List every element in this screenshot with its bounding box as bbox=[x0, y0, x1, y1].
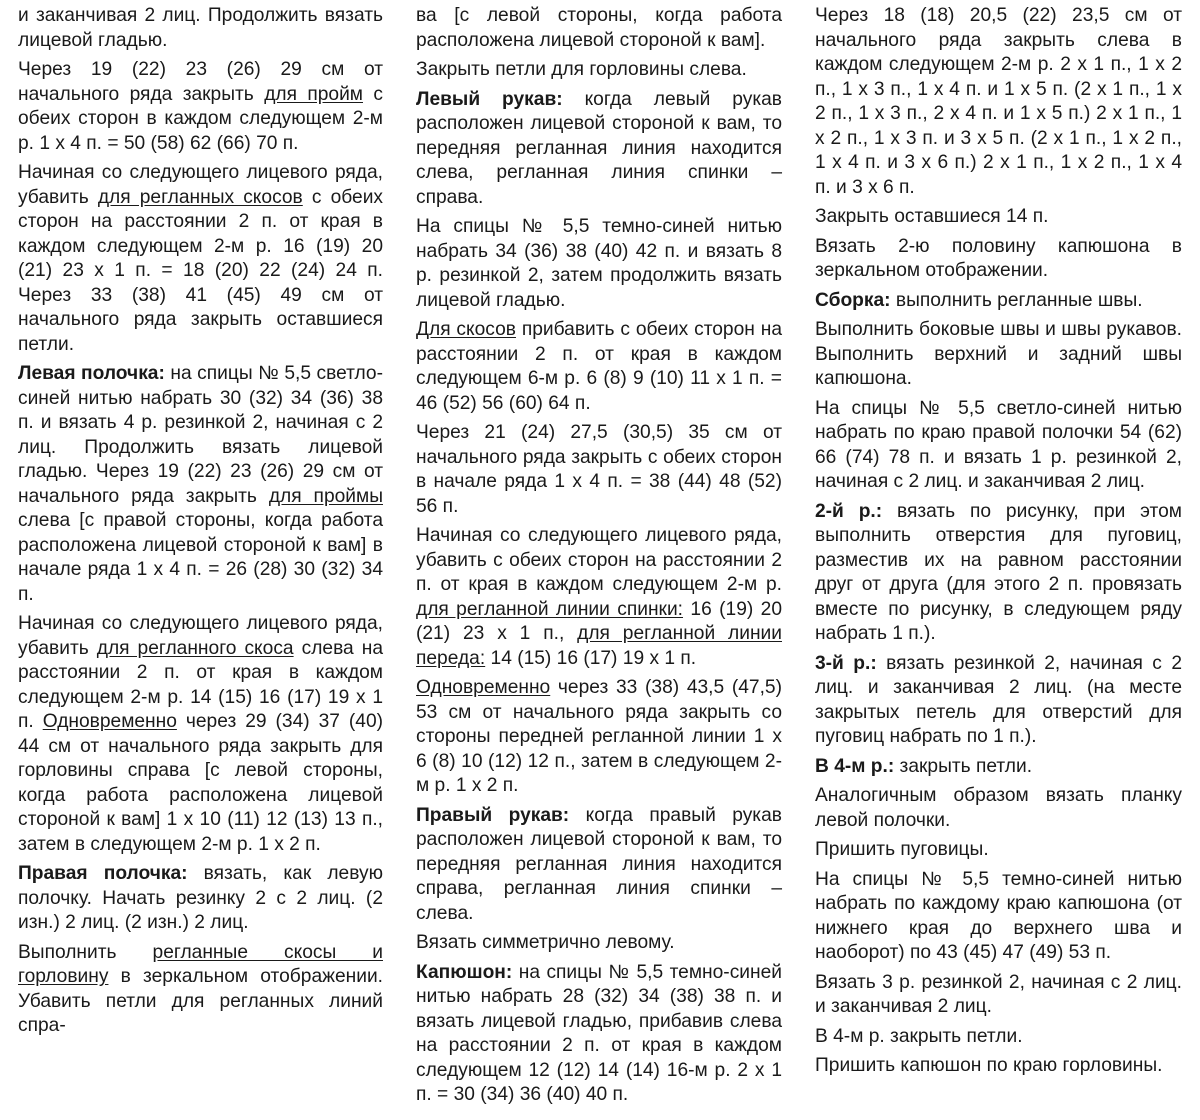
paragraph-text: через 29 (34) 37 (40) 44 см от начального ряда закрыть для горловины справа [с левой стороны, когда работа расположена лицевой стороной к вам] 1 x 10 (11) 12 (13) 13 п., затем в следующем 2-м р. 1 x 2 п. bbox=[18, 711, 384, 855]
paragraph-text: слева на расстоянии 2 п. от края в каждом следующем 2-м р. 14 (15) 16 (17) 19 x 1 п. bbox=[18, 637, 383, 732]
paragraph-text: Через 18 (18) 20,5 (22) 23,5 см от начального ряда закрыть слева в каждом следующем 2-м р. 2 x 1 п., 1 x 2 п., 1 x 3 п., 1 x 4 п. и 1 x 5 п. (2 x 1 п., 1 x 2 п., 1 x 3 п., 2 x 4 п. и 1 x 5 п.) 2 x 1 п., 1 x 2 п., 1 x 3 п. и 3 x 5 п. (2 x 1 п., 1 x 2 п., 1 x 4 п. и 3 x 6 п.) 2 x 1 п., 1 x 2 п., 1 x 4 п. и 3 x 6 п. bbox=[815, 5, 1182, 198]
paragraph bbox=[815, 755, 1182, 780]
paragraph-text: Закрыть оставшиеся 14 п. bbox=[815, 206, 1049, 227]
paragraph bbox=[416, 931, 782, 956]
section-heading: Левая полочка: bbox=[18, 363, 165, 384]
paragraph bbox=[18, 612, 383, 857]
paragraph bbox=[18, 362, 383, 607]
paragraph-text: когда правый рукав расположен лицевой стороной к вам, то передняя регланная линия находится справа, регланная линия спинки – слева. bbox=[416, 804, 782, 924]
paragraph-text: Начиная со следующего лицевого ряда, убавить с обеих сторон на расстоянии 2 п. от края в каждом следующем 2-м р. bbox=[416, 525, 782, 595]
paragraph-text: Пришить капюшон по краю горловины. bbox=[815, 1055, 1163, 1076]
paragraph-text: Через 21 (24) 27,5 (30,5) 35 см от начального ряда закрыть с обеих сторон в начале ряда 1 x 4 п. = 38 (44) 48 (52) 56 п. bbox=[416, 422, 782, 517]
paragraph bbox=[416, 4, 782, 53]
paragraph bbox=[815, 289, 1182, 314]
underlined-term: для регланного скоса bbox=[96, 637, 294, 659]
paragraph-text: в зеркальном отображении. Убавить петли для регланных линий спра- bbox=[18, 966, 383, 1036]
paragraph-text: и заканчивая 2 лиц. Продолжить вязать лицевой гладью. bbox=[18, 5, 383, 51]
underlined-term: Для скосов bbox=[416, 319, 516, 340]
section-heading: Правая полочка: bbox=[18, 863, 188, 884]
paragraph-text: закрыть петли. bbox=[894, 755, 1033, 777]
section-heading: Правый рукав: bbox=[416, 804, 570, 826]
paragraph bbox=[416, 961, 782, 1108]
paragraph-text: на спицы № 5,5 темно-синей нитью набрать 28 (32) 34 (38) 38 п. и вязать лицевой гладью, прибавив слева на расстоянии 2 п. от края в каждом следующем 12 (12) 14 (14) 16-м р. 2 x 1 п. = 30 (34) 36 (40) 40 п. bbox=[416, 961, 782, 1105]
paragraph-text: Через 19 (22) 23 (26) 29 см от начального ряда закрыть bbox=[18, 59, 383, 105]
paragraph-text: Выполнить bbox=[18, 941, 153, 963]
paragraph-text: Выполнить боковые швы и швы рукавов. Выполнить верхний и задний швы капюшона. bbox=[815, 319, 1182, 389]
paragraph bbox=[815, 784, 1182, 833]
paragraph bbox=[815, 652, 1182, 750]
paragraph bbox=[416, 88, 782, 211]
paragraph bbox=[416, 676, 782, 799]
paragraph bbox=[416, 58, 782, 83]
paragraph-text: выполнить регланные швы. bbox=[890, 289, 1143, 311]
paragraph-text: слева [с правой стороны, когда работа расположена лицевой стороной к вам] в начале ряда 1 x 4 п. = 26 (28) 30 (32) 34 п. bbox=[18, 510, 383, 605]
paragraph bbox=[815, 397, 1182, 495]
section-heading: 2-й р.: bbox=[815, 500, 883, 522]
section-heading: Сборка: bbox=[815, 289, 891, 311]
paragraph-text: Пришить пуговицы. bbox=[815, 839, 989, 860]
paragraph bbox=[18, 4, 383, 53]
underlined-term: для регланных скосов bbox=[97, 186, 303, 208]
paragraph bbox=[416, 421, 782, 519]
paragraph bbox=[416, 318, 782, 416]
paragraph bbox=[815, 838, 1182, 863]
paragraph-text: когда левый рукав расположен лицевой стороной к вам, то передняя регланная линия находится слева, регланная линия спинки – справа. bbox=[416, 88, 782, 208]
paragraph bbox=[815, 4, 1182, 200]
paragraph-text: через 33 (38) 43,5 (47,5) 53 см от начального ряда закрыть со стороны передней регланной линии 1 x 6 (8) 10 (12) 12 п., затем в следующем 2-м р. 1 x 2 п. bbox=[416, 677, 782, 796]
paragraph bbox=[18, 58, 383, 156]
paragraph bbox=[18, 941, 383, 1039]
section-heading: В 4-м р.: bbox=[815, 755, 895, 777]
underlined-term: регланные скосы и горловину bbox=[18, 941, 383, 987]
paragraph-text: На спицы № 5,5 темно-синей нитью набрать 34 (36) 38 (40) 42 п. и вязать 8 р. резинкой 2, затем продолжить вязать лицевой гладью. bbox=[416, 216, 782, 311]
underlined-term: для регланной линии переда: bbox=[416, 623, 782, 669]
section-heading: Левый рукав: bbox=[416, 88, 563, 110]
paragraph-text: с обеих сторон в каждом следующем 2-м р. 1 x 4 п. = 50 (58) 62 (66) 70 п. bbox=[18, 83, 383, 154]
paragraph-text: В 4-м р. закрыть петли. bbox=[815, 1025, 1023, 1047]
paragraph bbox=[416, 804, 782, 927]
paragraph bbox=[815, 1054, 1182, 1079]
paragraph-text: Вязать 2-ю половину капюшона в зеркальном отображении. bbox=[815, 235, 1182, 281]
paragraph bbox=[815, 971, 1182, 1020]
underlined-term: для пройм bbox=[264, 83, 363, 105]
paragraph bbox=[416, 524, 782, 671]
paragraph-text: На спицы № 5,5 темно-синей нитью набрать по каждому краю капюшона (от нижнего края до верхнего шва и наоборот) по 43 (45) 47 (49) 53 п. bbox=[815, 868, 1182, 963]
paragraph bbox=[815, 500, 1182, 647]
paragraph bbox=[18, 862, 383, 936]
section-heading: 3-й р.: bbox=[815, 652, 877, 674]
paragraph bbox=[815, 1025, 1182, 1050]
paragraph-text: ва [с левой стороны, когда работа расположена лицевой стороной к вам]. bbox=[416, 5, 782, 51]
paragraph-text: вязать по рисунку, при этом выполнить отверстия для пуговиц, разместив их на равном расстоянии друг от друга (для этого 2 п. провязать вместе по рисунку, в следующем ряду набрать 1 п.). bbox=[815, 500, 1182, 644]
paragraph-text: Аналогичным образом вязать планку левой полочки. bbox=[815, 785, 1182, 831]
section-heading: Капюшон: bbox=[416, 961, 513, 983]
paragraph bbox=[815, 205, 1182, 230]
paragraph-text: Начиная со следующего лицевого ряда, убавить bbox=[18, 162, 383, 208]
paragraph-text: с обеих сторон на расстоянии 2 п. от края в каждом следующем 2-м р. 16 (19) 20 (21) 23 x 1 п. = 18 (20) 22 (24) 24 п. Через 33 (38) 41 (45) 49 см от начального ряда закрыть оставшиеся петли. bbox=[18, 186, 384, 355]
paragraph bbox=[18, 161, 383, 357]
underlined-term: Одновременно bbox=[42, 711, 177, 732]
paragraph-text: вязать резинкой 2, начиная с 2 лиц. и заканчивая 2 лиц. (на месте закрытых петель для отверстий для пуговиц набрать по 1 п.). bbox=[815, 652, 1182, 747]
paragraph-text: 14 (15) 16 (17) 19 x 1 п. bbox=[485, 647, 697, 669]
paragraph-text: Начиная со следующего лицевого ряда, убавить bbox=[18, 613, 383, 659]
text-column-2 bbox=[416, 4, 782, 1113]
paragraph-text: Вязать 3 р. резинкой 2, начиная с 2 лиц. и заканчивая 2 лиц. bbox=[815, 971, 1182, 1017]
paragraph-text: на спицы № 5,5 светло-синей нитью набрать 30 (32) 34 (36) 38 п. и вязать 4 р. резинкой 2, начиная с 2 лиц. Продолжить вязать лицевой гладью. Через 19 (22) 23 (26) 29 см от начального ряда закрыть bbox=[18, 363, 383, 507]
text-column-1 bbox=[18, 4, 383, 1044]
paragraph bbox=[416, 215, 782, 313]
paragraph bbox=[815, 868, 1182, 966]
paragraph-text: прибавить с обеих сторон на расстоянии 2 п. от края в каждом следующем 6-м р. 6 (8) 9 (10) 11 x 1 п. = 46 (52) 56 (60) 64 п. bbox=[416, 319, 782, 414]
text-column-3 bbox=[815, 4, 1182, 1084]
underlined-term: для регланной линии спинки: bbox=[416, 598, 684, 620]
paragraph-text: 16 (19) 20 (21) 23 x 1 п., bbox=[416, 598, 782, 644]
paragraph-text: Вязать симметрично левому. bbox=[416, 932, 675, 953]
paragraph-text: На спицы № 5,5 светло-синей нитью набрать по краю правой полочки 54 (62) 66 (74) 78 п. и вязать 1 р. резинкой 2, начиная с 2 лиц. и заканчивая 2 лиц. bbox=[815, 397, 1182, 492]
paragraph bbox=[815, 235, 1182, 284]
paragraph bbox=[815, 318, 1182, 392]
underlined-term: Одновременно bbox=[416, 677, 551, 698]
paragraph-text: вязать, как левую полочку. Начать резинку 2 с 2 лиц. (2 изн.) 2 лиц. (2 изн.) 2 лиц. bbox=[18, 863, 383, 933]
paragraph-text: Закрыть петли для горловины слева. bbox=[416, 59, 747, 80]
underlined-term: для проймы bbox=[268, 485, 383, 507]
